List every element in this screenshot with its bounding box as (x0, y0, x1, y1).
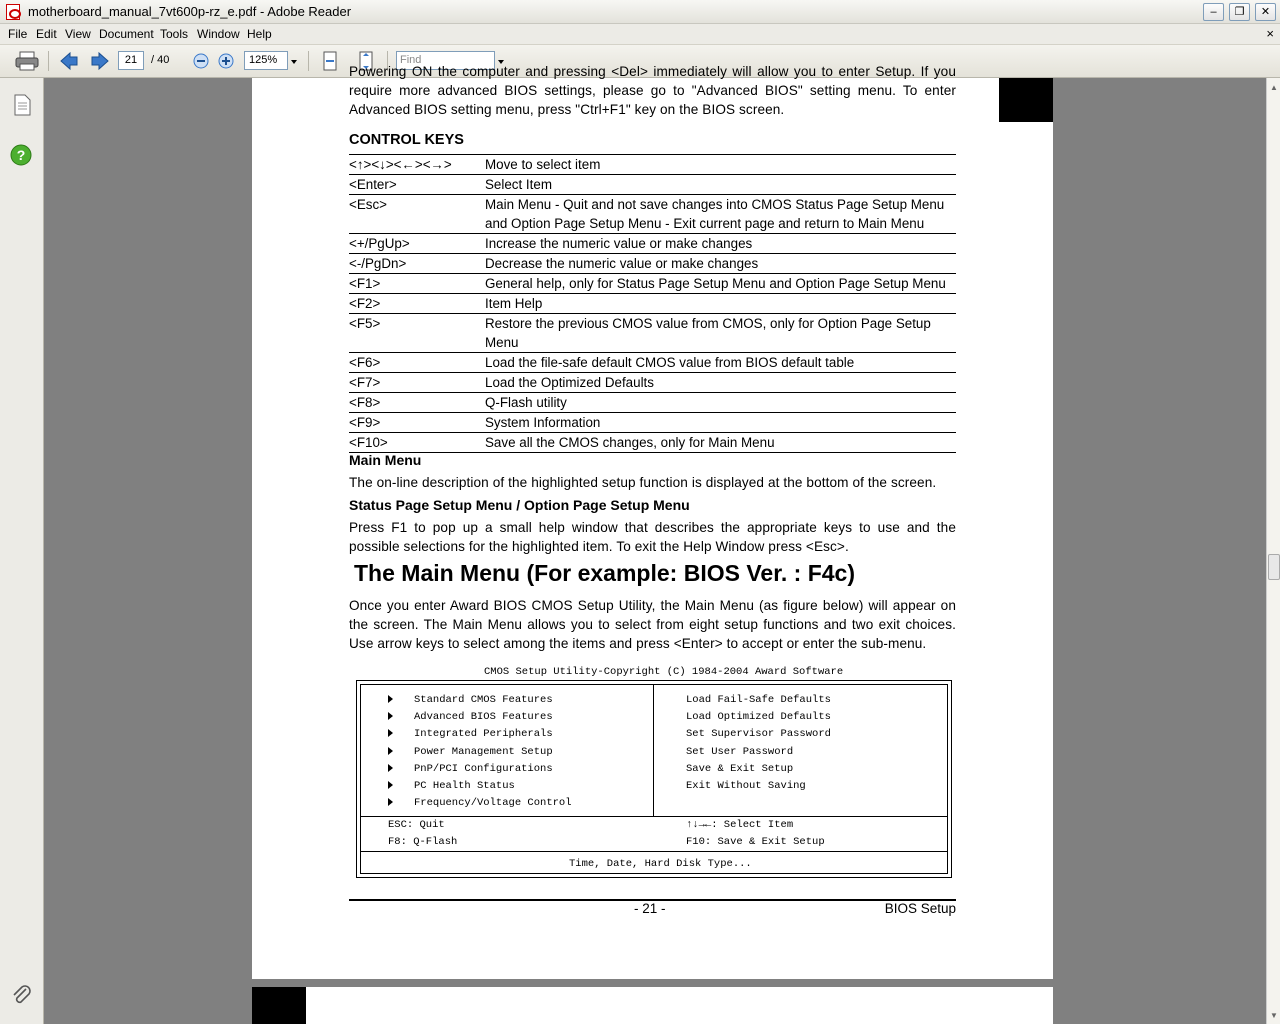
scroll-down-icon[interactable]: ▼ (1270, 1011, 1278, 1020)
bios-figure (356, 680, 952, 878)
control-key: <F5> (349, 314, 485, 353)
control-key-row (349, 254, 956, 274)
pdf-page (252, 64, 1053, 979)
control-key: <F2> (349, 294, 485, 314)
control-key-description: Item Help (485, 294, 956, 314)
zoom-dropdown-icon[interactable] (290, 50, 298, 72)
control-key: <Esc> (349, 195, 485, 234)
status-text: Press F1 to pop up a small help window that describes the appropriate keys to use and the possible selections for the highlighted item. To exit the Help Window press <Esc>. (349, 520, 956, 554)
menu-file[interactable]: File (8, 27, 28, 41)
page-corner-mark (252, 987, 306, 1024)
minimize-button[interactable]: – (1203, 3, 1224, 21)
main-menu-heading: Main Menu (349, 452, 422, 468)
scrollbar-thumb[interactable] (1268, 554, 1280, 580)
submenu-arrow-icon (388, 781, 393, 789)
submenu-arrow-icon (388, 747, 393, 755)
menu-help[interactable]: Help (247, 27, 272, 41)
page-total-label: / 40 (151, 54, 170, 66)
bios-esc-hint: ESC: Quit (388, 819, 445, 831)
control-key: <F10> (349, 433, 485, 453)
control-key-description: General help, only for Status Page Setup Menu and Option Page Setup Menu (485, 274, 956, 294)
control-key-row (349, 175, 956, 195)
control-key: <F8> (349, 393, 485, 413)
zoom-out-icon[interactable] (191, 50, 211, 72)
print-icon[interactable] (14, 50, 40, 72)
scroll-up-icon[interactable]: ▲ (1270, 83, 1278, 92)
control-keys-title: CONTROL KEYS (349, 132, 464, 148)
footer-page-number: - 21 - (634, 901, 666, 916)
bios-f10-hint: F10: Save & Exit Setup (686, 836, 825, 848)
control-key: <↑><↓><←><→> (349, 155, 485, 175)
control-key: <F1> (349, 274, 485, 294)
fit-page-icon[interactable] (319, 50, 341, 72)
intro-paragraph: Powering ON the computer and pressing <Del> immediately will allow you to enter Setup. If you require more advanced BIOS settings, please go to "Advanced BIOS" setting menu. To enter Advanced BIOS setting menu, press "Ctrl+F1" key on the BIOS screen. (349, 64, 956, 117)
bios-menu-item: Load Fail-Safe Defaults (686, 694, 831, 706)
footer-section-title: BIOS Setup (884, 901, 956, 916)
bios-menu-item: Save & Exit Setup (686, 762, 794, 775)
pages-icon[interactable] (12, 94, 32, 116)
status-heading: Status Page Setup Menu / Option Page Setup Menu (349, 497, 690, 513)
control-key: <Enter> (349, 175, 485, 195)
restore-button[interactable]: ❐ (1229, 3, 1250, 21)
previous-page-icon[interactable] (58, 50, 80, 72)
submenu-arrow-icon (388, 695, 393, 703)
control-key-row (349, 155, 956, 175)
menu-view[interactable]: View (65, 27, 91, 41)
control-key-row (349, 373, 956, 393)
control-key-description: Load the file-safe default CMOS value from BIOS default table (485, 353, 956, 373)
help-icon[interactable] (10, 144, 32, 166)
bios-status-line: Time, Date, Hard Disk Type... (569, 858, 752, 870)
control-key-row (349, 393, 956, 413)
control-key-row (349, 413, 956, 433)
control-key-description: Load the Optimized Defaults (485, 373, 956, 393)
menu-document[interactable]: Document (99, 27, 154, 41)
bios-menu-item: Integrated Peripherals (414, 728, 553, 741)
next-pdf-page (252, 987, 1053, 1024)
control-key: <-/PgDn> (349, 254, 485, 274)
control-key-description: Main Menu - Quit and not save changes into CMOS Status Page Setup Menu and Option Page Setup Menu - Exit current page and return to Main Menu (485, 195, 956, 234)
bios-menu-item: Frequency/Voltage Control (414, 797, 572, 810)
page-number-input[interactable]: 21 (118, 51, 144, 70)
control-key-description: Move to select item (485, 155, 956, 175)
control-key-row (349, 353, 956, 373)
vertical-scrollbar[interactable] (1266, 78, 1280, 1024)
page-corner-mark (999, 78, 1053, 122)
title-bar (0, 0, 1280, 24)
zoom-in-icon[interactable] (216, 50, 236, 72)
control-key-row (349, 314, 956, 353)
menu-tools[interactable]: Tools (160, 27, 189, 41)
next-page-icon[interactable] (89, 50, 111, 72)
bios-menu-item: Set User Password (686, 745, 794, 758)
bios-menu-item: Advanced BIOS Features (414, 711, 553, 724)
control-key-description: Save all the CMOS changes, only for Main Menu (485, 433, 956, 453)
bios-menu-item: Exit Without Saving (686, 780, 806, 792)
find-input[interactable]: Find (396, 51, 495, 70)
window-title: motherboard_manual_7vt600p-rz_e.pdf - Adobe Reader (28, 4, 352, 19)
menu-bar (0, 24, 1280, 45)
control-key-row (349, 234, 956, 254)
control-key: <F9> (349, 413, 485, 433)
control-key-description: Decrease the numeric value or make changes (485, 254, 956, 274)
control-key-description: Select Item (485, 175, 956, 195)
control-key-description: Increase the numeric value or make changes (485, 234, 956, 254)
bios-menu-item: Load Optimized Defaults (686, 711, 831, 724)
main-menu-intro: Once you enter Award BIOS CMOS Setup Utility, the Main Menu (as figure below) will appear on the screen. The Main Menu allows you to select from eight setup functions and two exit choices. Use arrow keys to select among the items and press <Enter> to accept or enter the sub-menu. (349, 598, 956, 651)
bios-f8-hint: F8: Q-Flash (388, 836, 458, 848)
submenu-arrow-icon (388, 764, 393, 772)
submenu-arrow-icon (388, 712, 393, 720)
bios-menu-item: PnP/PCI Configurations (414, 762, 553, 775)
main-menu-text: The on-line description of the highlighted setup function is displayed at the bottom of the screen. (349, 475, 937, 490)
menu-edit[interactable]: Edit (36, 27, 57, 41)
bios-menu-item: Power Management Setup (414, 745, 553, 758)
zoom-input[interactable]: 125% (244, 51, 288, 70)
control-key: <F6> (349, 353, 485, 373)
submenu-arrow-icon (388, 798, 393, 806)
bios-caption: CMOS Setup Utility-Copyright (C) 1984-2004 Award Software (484, 666, 844, 678)
close-document-icon[interactable]: × (1266, 26, 1274, 41)
control-keys-table (349, 154, 956, 453)
control-key-row (349, 195, 956, 234)
control-key-row (349, 274, 956, 294)
menu-window[interactable]: Window (197, 27, 240, 41)
control-key-description: Q-Flash utility (485, 393, 956, 413)
navigation-panel (0, 78, 44, 1024)
submenu-arrow-icon (388, 729, 393, 737)
close-button[interactable]: ✕ (1255, 3, 1276, 21)
bios-menu-item: Set Supervisor Password (686, 728, 831, 741)
control-key: <F7> (349, 373, 485, 393)
control-key: <+/PgUp> (349, 234, 485, 254)
attachment-icon[interactable] (10, 984, 34, 1008)
control-key-row (349, 433, 956, 453)
control-key-description: Restore the previous CMOS value from CMOS, only for Option Page Setup Menu (485, 314, 956, 353)
bios-menu-item: Standard CMOS Features (414, 694, 553, 706)
control-key-description: System Information (485, 413, 956, 433)
svg-text:?: ? (16, 147, 26, 163)
main-menu-title: The Main Menu (For example: BIOS Ver. : F4c) (354, 560, 855, 586)
control-key-row (349, 294, 956, 314)
bios-menu-item: PC Health Status (414, 780, 515, 792)
pdf-app-icon (6, 4, 20, 20)
bios-arrows-hint: ↑↓→←: Select Item (686, 819, 794, 831)
